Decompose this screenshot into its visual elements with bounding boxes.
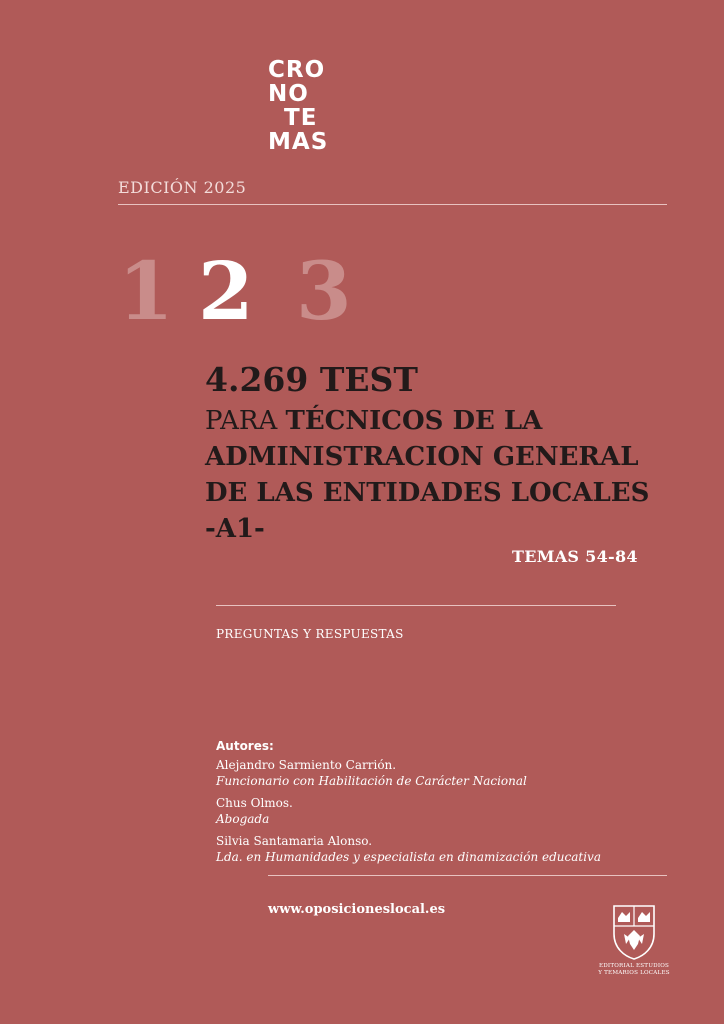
divider xyxy=(216,605,616,606)
volume-number-1: 1 xyxy=(118,244,174,338)
publisher-line: Y TEMARIOS LOCALES xyxy=(598,970,670,976)
edition-label: EDICIÓN 2025 xyxy=(118,178,247,197)
website-link[interactable]: www.oposicioneslocal.es xyxy=(268,902,446,917)
authors-block xyxy=(216,738,666,871)
author-name: Chus Olmos. xyxy=(216,796,293,810)
title-line-3: DE LAS ENTIDADES LOCALES xyxy=(205,478,650,508)
author-role: Abogada xyxy=(216,812,270,826)
author-name: Alejandro Sarmiento Carrión. xyxy=(216,758,397,772)
publisher-line: EDITORIAL ESTUDIOS xyxy=(598,963,670,969)
author-name: Silvia Santamaria Alonso. xyxy=(216,834,373,848)
publisher-crest-icon xyxy=(612,904,656,960)
title-line-4: -A1- xyxy=(205,514,265,544)
authors-heading: Autores: xyxy=(216,739,274,753)
author-role: Funcionario con Habilitación de Carácter Nacional xyxy=(216,774,527,788)
title-line-2: ADMINISTRACION GENERAL xyxy=(205,442,639,472)
divider xyxy=(118,204,667,205)
cronotemas-logo xyxy=(268,58,328,154)
title-para: PARA xyxy=(205,406,278,436)
book-title xyxy=(205,403,665,547)
logo-line: CRO xyxy=(268,57,326,83)
author-role: Lda. en Humanidades y especialista en dinamización educativa xyxy=(216,850,601,864)
logo-line: TE xyxy=(284,105,318,131)
volume-number-3: 3 xyxy=(296,244,352,338)
temas-range: TEMAS 54-84 xyxy=(512,547,638,566)
volume-number-2: 2 xyxy=(198,244,254,338)
publisher-name xyxy=(593,963,675,977)
logo-line: MAS xyxy=(268,129,329,155)
divider xyxy=(268,875,667,876)
title-line-1: TÉCNICOS DE LA xyxy=(285,406,543,436)
logo-line: NO xyxy=(268,81,309,107)
test-count-heading: 4.269 TEST xyxy=(205,360,418,399)
subtitle: PREGUNTAS Y RESPUESTAS xyxy=(216,627,404,641)
